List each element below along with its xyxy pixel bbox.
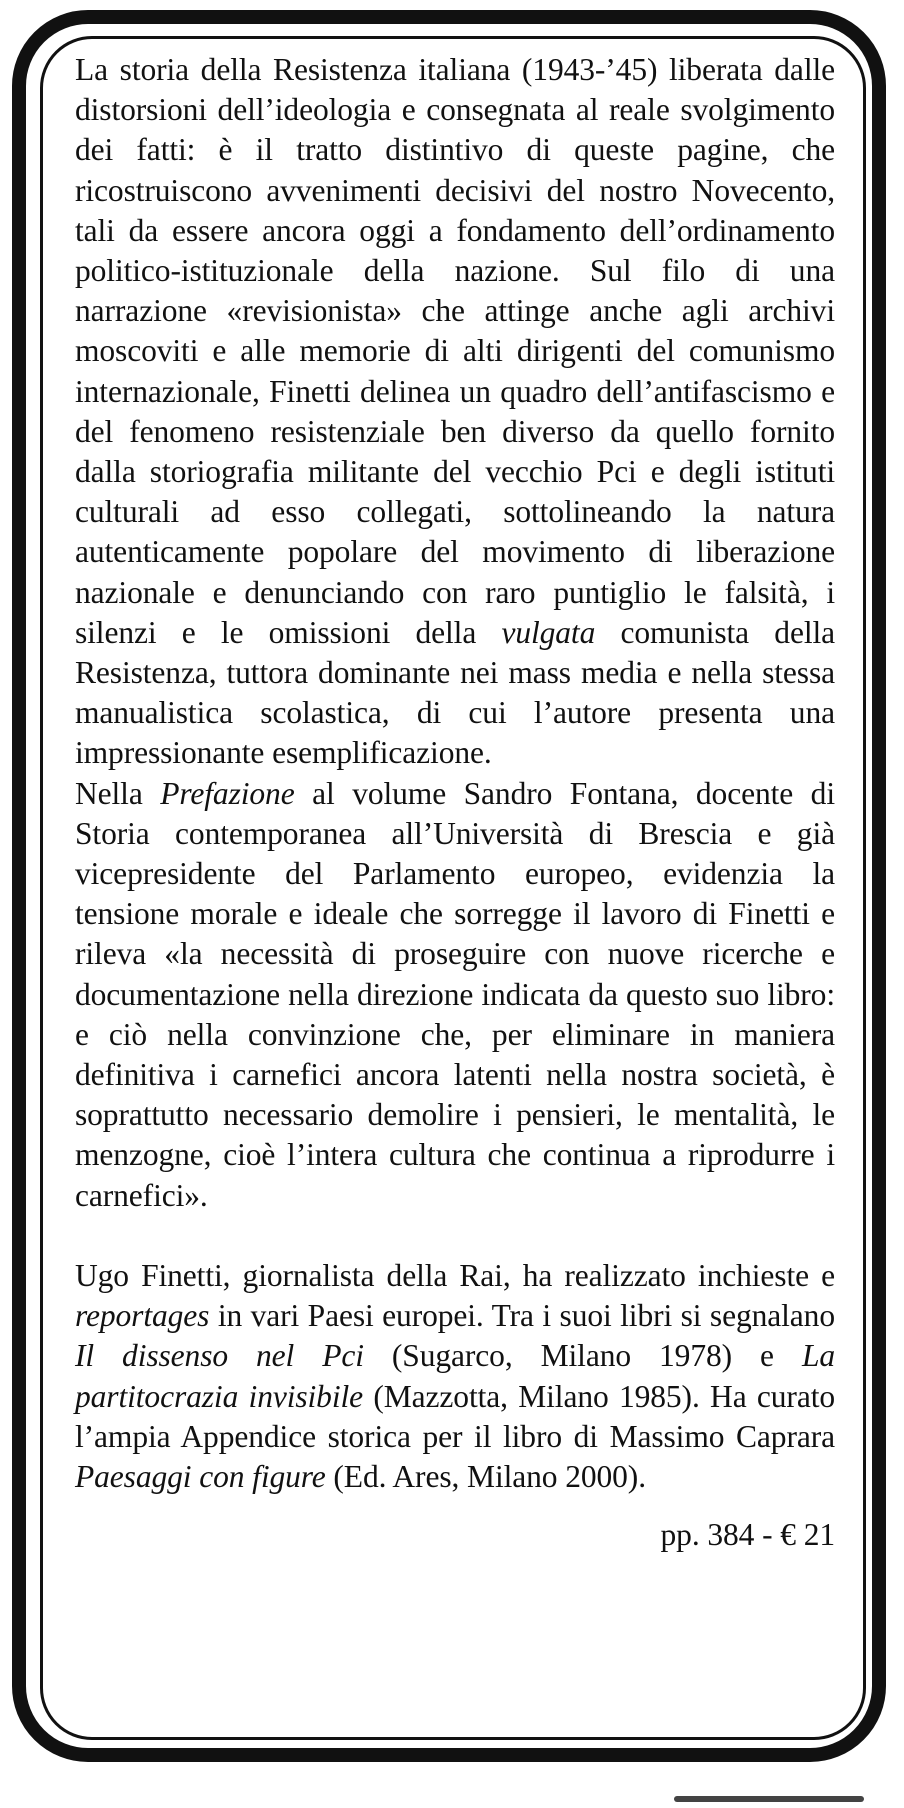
scan-mark [674,1796,864,1802]
italic-text: Prefazione [160,775,295,811]
text-run: (Sugarco, Milano 1978) e [363,1338,802,1374]
italic-text: Il dissenso nel Pci [75,1338,364,1374]
text-run: Ugo Finetti, giornalista della Rai, ha realizzato inchieste e [75,1257,835,1293]
description-paragraph-1 [75,50,835,774]
author-bio [75,1256,835,1497]
back-cover-text [75,50,835,1555]
text-run: in vari Paesi europei. Tra i suoi libri si segnalano [209,1298,835,1334]
italic-text: Paesaggi con figure [75,1458,326,1494]
text-run: al volume Sandro Fontana, docente di Storia contemporanea all’Università di Brescia e già vicepresidente del Parlamento europeo, evidenzia la tensione morale e ideale che sorregge il lavoro di Finetti e rileva «la necessità di proseguire con nuove ricerche e documentazione nella direzione indicata da questo suo libro: e ciò nella convinzione che, per eliminare in maniera definitiva i carnefici ancora latenti nella nostra società, è soprattutto necessario demolire i pensieri, le mentalità, le menzogne, cioè l’intera cultura che continua a riprodurre i carnefici». [75,775,835,1213]
text-run: comunista della Resistenza, tuttora dominante nei mass media e nella stessa manualistica scolastica, di cui l’autore presenta una impressionante esemplificazione. [75,614,836,771]
italic-text: vulgata [501,614,596,650]
text-run: (Ed. Ares, Milano 2000). [325,1458,646,1494]
text-run: Nella [75,775,161,811]
price-line: pp. 384 - € 21 [660,1517,835,1553]
italic-text: reportages [75,1298,210,1334]
description-paragraph-2 [75,774,835,1216]
italic-text: La partitocrazia invisibile [75,1338,836,1414]
text-run: (Mazzotta, Milano 1985). Ha curato l’ampia Appendice storica per il libro di Massimo Caprara [75,1378,836,1454]
text-run: La storia della Resistenza italiana (1943-’45) liberata dalle distorsioni dell’ideologia e consegnata al reale svolgimento dei fatti: è il tratto distintivo di queste pagine, che ricostruiscono avvenimenti decisivi del nostro Novecento, tali da essere ancora oggi a fondamento dell’ordinamento politico-istituzionale della nazione. Sul filo di una narrazione «revisionista» che attinge anche agli archivi moscoviti e alle memorie di alti dirigenti del comunismo internazionale, Finetti delinea un quadro dell’antifascismo e del fenomeno resistenziale ben diverso da quello fornito dalla storiografia militante del vecchio Pci e degli istituti culturali ad esso collegati, sottolineando la natura autenticamente popolare del movimento di liberazione nazionale e denunciando con raro puntiglio le falsità, i silenzi e le omissioni della [75,52,835,650]
